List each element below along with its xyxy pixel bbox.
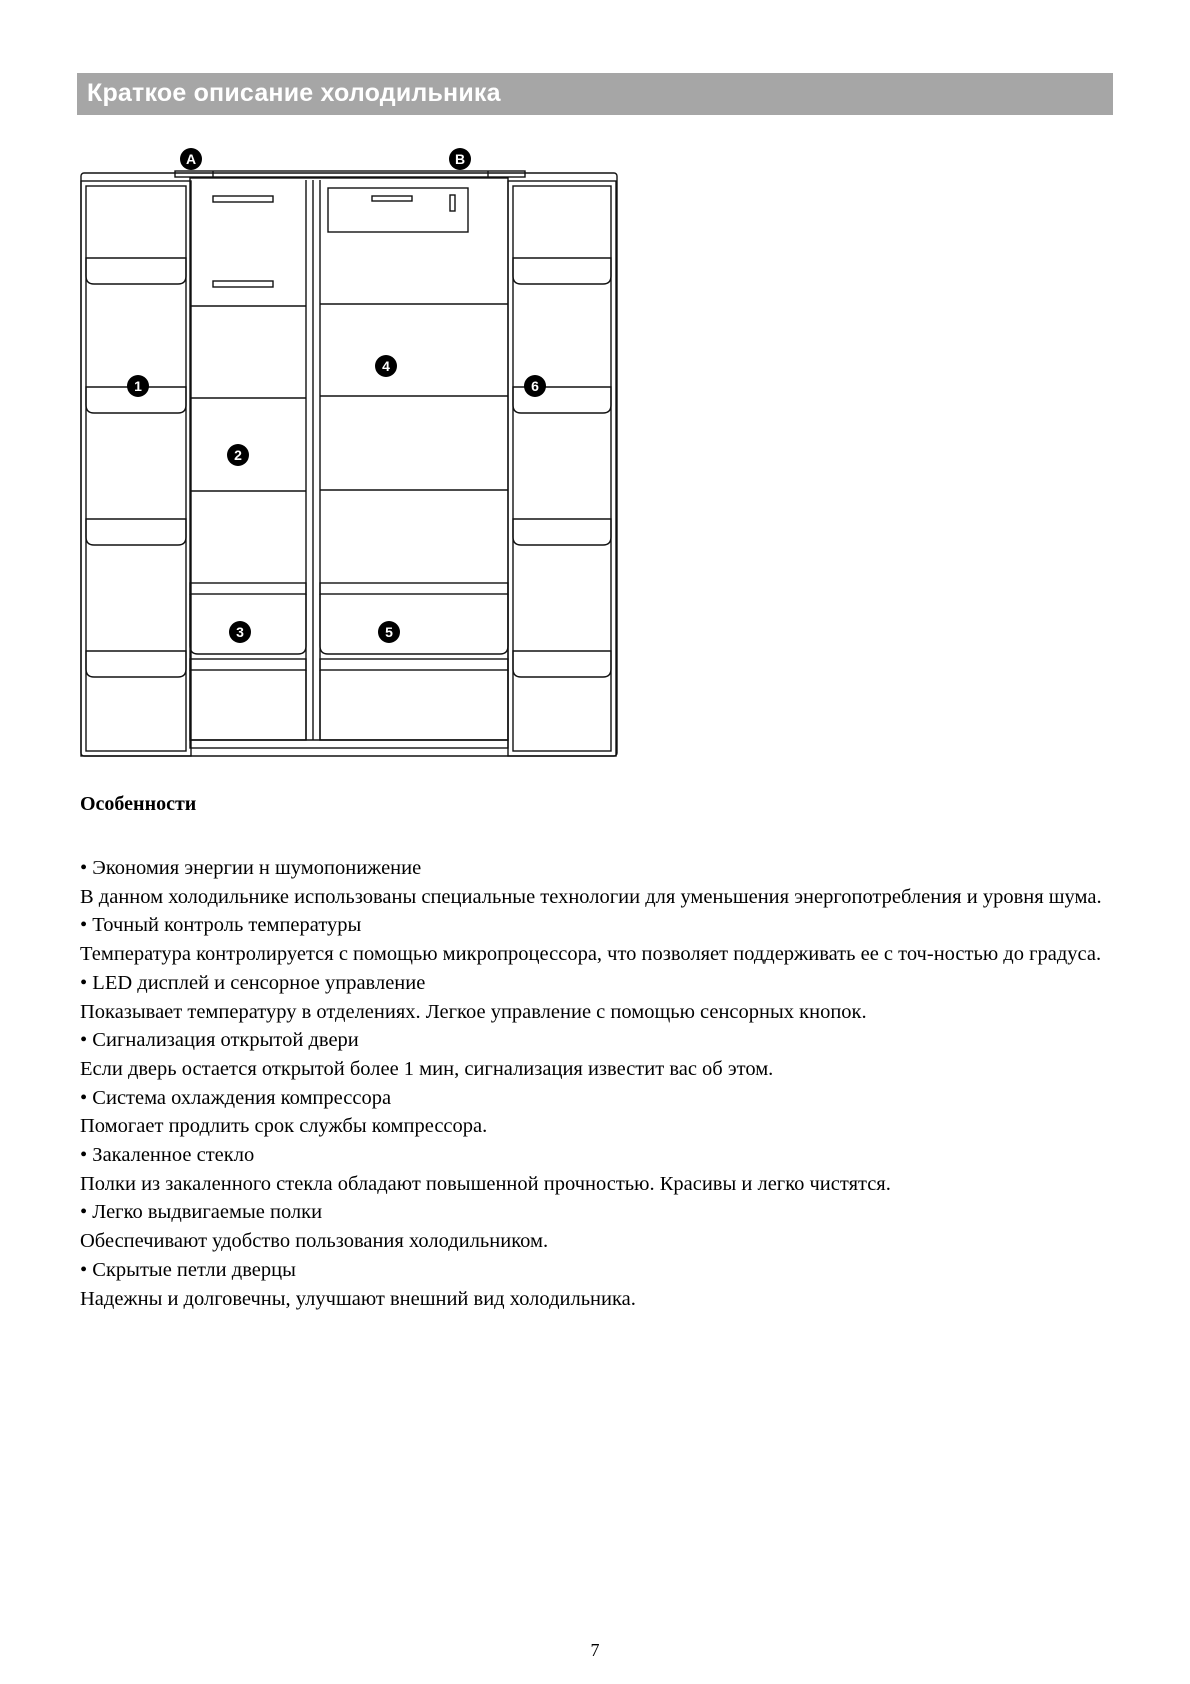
right-door [508, 181, 616, 756]
features-list [80, 854, 1125, 1313]
svg-text:1: 1 [134, 378, 142, 394]
svg-text:4: 4 [382, 358, 390, 374]
right-door-bin [513, 651, 611, 677]
feature-text: Полки из закаленного стекла обладают повышенной прочностью. Красивы и легко чистятся. [80, 1172, 891, 1195]
feature-title: • Легко выдвигаемые полки [80, 1201, 323, 1224]
left-door [81, 181, 191, 756]
marker-a [180, 148, 202, 170]
feature-title: • LED дисплей и сенсорное управление [80, 971, 426, 994]
marker-1 [127, 375, 149, 397]
marker-6 [524, 375, 546, 397]
feature-text: Надежны и долговечны, улучшают внешний вид холодильника. [80, 1287, 636, 1310]
feature-text: Обеспечивают удобство пользования холодильником. [80, 1230, 549, 1253]
feature-title: • Точный контроль температуры [80, 914, 362, 937]
svg-text:5: 5 [385, 624, 393, 640]
right-door-bin [513, 258, 611, 284]
top-hinge-strip [175, 171, 525, 177]
feature-title: • Сигнализация открытой двери [80, 1029, 359, 1052]
section-header [77, 73, 1113, 115]
left-door-bin [86, 519, 186, 545]
left-crisper-lower [190, 670, 306, 740]
marker-2 [227, 444, 249, 466]
section-title: Краткое описание холодильника [87, 79, 501, 107]
svg-text:3: 3 [236, 624, 244, 640]
left-shelf-rail [190, 583, 306, 594]
marker-b [449, 148, 471, 170]
left-shelf-rail [190, 659, 306, 670]
svg-text:2: 2 [234, 447, 242, 463]
right-shelf-rail [320, 659, 508, 670]
feature-title: • Система охлаждения компрессора [80, 1086, 392, 1109]
svg-text:A: A [185, 151, 197, 167]
top-freezer-drawer [328, 188, 468, 232]
marker-5 [378, 621, 400, 643]
feature-title: • Скрытые петли дверцы [80, 1258, 296, 1281]
svg-text:B: B [454, 151, 466, 167]
marker-3 [229, 621, 251, 643]
page-number: 7 [590, 1640, 600, 1660]
svg-text:6: 6 [531, 378, 539, 394]
left-door-bin [86, 651, 186, 677]
right-crisper-lower [320, 670, 508, 740]
feature-text: Если дверь остается открытой более 1 мин, сигнализация известит вас об этом. [80, 1057, 774, 1080]
feature-title: • Экономия энергии н шумопонижение [80, 857, 422, 879]
feature-text: В данном холодильнике использованы специальные технологии для уменьшения энергопотребления и уровня шума. [80, 885, 1102, 908]
feature-text: Помогает продлить срок службы компрессора. [80, 1115, 488, 1138]
feature-text: Температура контролируется с помощью микропроцессора, что позволяет поддерживать ее с точ-ностью до градуса. [80, 943, 1102, 966]
marker-4 [375, 355, 397, 377]
cabinet-outline [81, 173, 617, 756]
right-door-bin [513, 519, 611, 545]
feature-text: Показывает температуру в отделениях. Легкое управление с помощью сенсорных кнопок. [80, 1000, 867, 1023]
features-heading: Особенности [80, 793, 197, 815]
feature-title: • Закаленное стекло [80, 1144, 255, 1167]
right-crisper-upper [320, 594, 508, 654]
right-shelf-rail [320, 583, 508, 594]
left-door-bin [86, 258, 186, 284]
refrigerator-diagram [78, 146, 622, 768]
left-crisper-upper [190, 594, 306, 654]
